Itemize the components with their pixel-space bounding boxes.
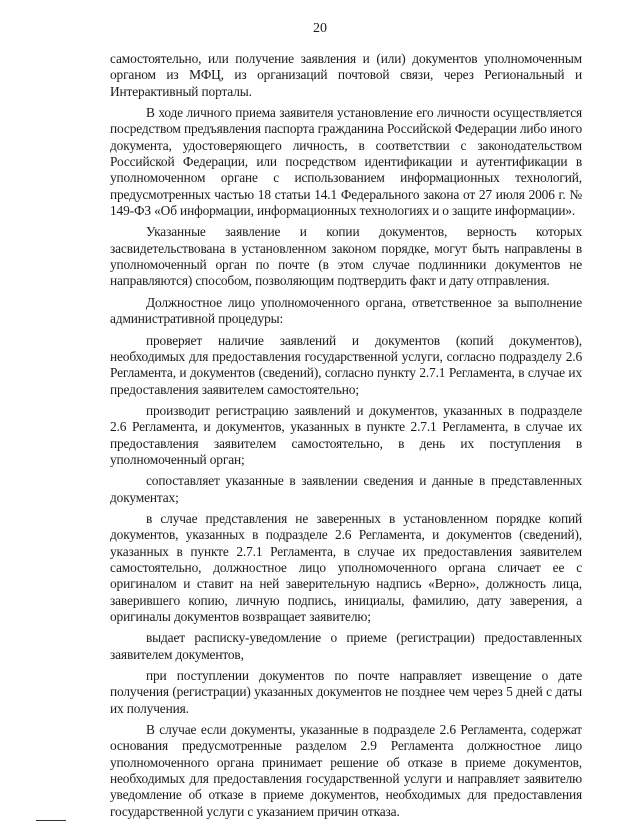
paragraph-certifies-copies: в случае представления не заверенных в установленном порядке копий документов, указанных в подразделе 2.6 Регламента, и документов (сведений), указанных в пункте 2.7.1 Регламента, в случае их предоставления заявителем самостоятельно, должностное лицо уполномоченного органа сличает ее с оригиналом и ставит на ней заверительную надпись «Верно», должность лица, заверившего копию, личную подпись, инициалы, фамилию, дату заверения, а оригиналы документов возвращает заявителю; bbox=[110, 510, 582, 624]
paragraph-identity-verification: В ходе личного приема заявителя установление его личности осуществляется посредством предъявления паспорта гражданина Российской Федерации либо иного документа, удостоверяющего личность, в соответствии с законодательством Российской Федерации, или посредством идентификации и аутентификации в уполномоченном органе с использованием информационных технологий, предусмотренных частью 18 статьи 14.1 Федерального закона от 27 июля 2006 г. № 149-ФЗ «Об информации, информационных технологиях и о защите информации». bbox=[110, 105, 582, 219]
paragraph-issues-receipt: выдает расписку-уведомление о приеме (регистрации) предоставленных заявителем документов, bbox=[110, 630, 582, 662]
paragraph-postal-notice: при поступлении документов по почте направляет извещение о дате получения (регистрации) указанных документов не позднее чем через 5 дней с даты их получения. bbox=[110, 668, 582, 716]
paragraph-postal-submission: Указанные заявление и копии документов, верность которых засвидетельствована в установленном законом порядке, могут быть направлены в уполномоченный орган по почте (в этом случае подлинники документов не направляются) способом, позволяющим подтвердить факт и дату отправления. bbox=[110, 224, 582, 289]
paragraph-refusal: В случае если документы, указанные в подразделе 2.6 Регламента, содержат основания предусмотренные разделом 2.9 Регламента должностное лицо уполномоченного органа принимает решение об отказе в приеме документов, необходимых для предоставления государственной услуги и направляет заявителю уведомление об отказе в приеме документов, необходимых для предоставления государственной услуги с указанием причин отказа. bbox=[110, 722, 582, 819]
paragraph-submission-channels: самостоятельно, или получение заявления и (или) документов уполномоченным органом из МФЦ, из организаций почтовой связи, через Региональный и Интерактивный порталы. bbox=[110, 51, 582, 99]
page-number: 20 bbox=[313, 21, 327, 36]
footer-divider bbox=[36, 820, 66, 821]
paragraph-official-duties-intro: Должностное лицо уполномоченного органа, ответственное за выполнение административной процедуры: bbox=[110, 294, 582, 327]
document-body bbox=[110, 51, 582, 825]
paragraph-registers-documents: производит регистрацию заявлений и документов, указанных в подразделе 2.6 Регламента, и документов, указанных в пункте 2.7.1 Регламента, в случае их предоставления заявителем самостоятельно, в день их поступления в уполномоченный орган; bbox=[110, 402, 582, 467]
paragraph-compares-data: сопоставляет указанные в заявлении сведения и данные в представленных документах; bbox=[110, 473, 582, 505]
paragraph-checks-documents: проверяет наличие заявлений и документов (копий документов), необходимых для предоставления государственной услуги, согласно подразделу 2.6 Регламента, и документов (сведений), согласно пункту 2.7.1 Регламента, в случае их предоставления заявителем самостоятельно; bbox=[110, 332, 582, 397]
